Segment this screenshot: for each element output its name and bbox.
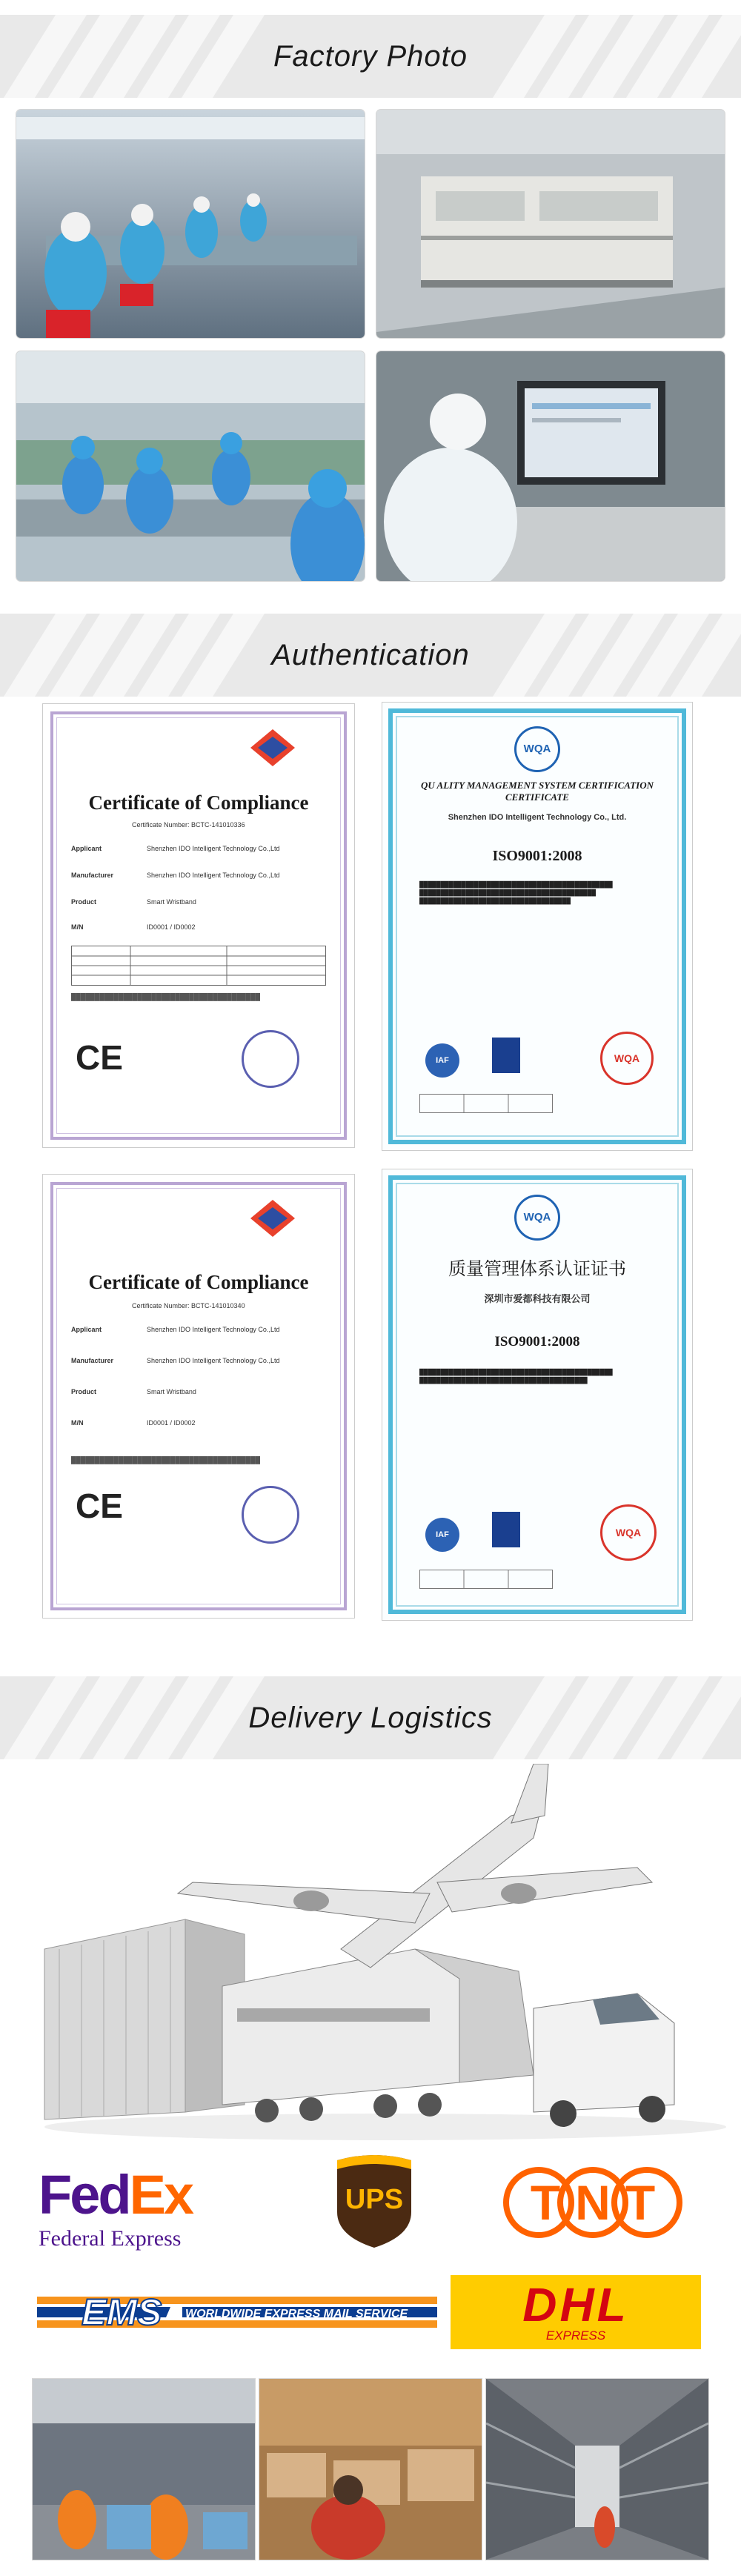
iaf-logo-icon-2: IAF — [425, 1518, 459, 1552]
wqa-logo-icon-2: WQA — [514, 1195, 560, 1241]
cert4-standard: ISO9001:2008 — [494, 1334, 580, 1350]
warehouse-photo-1 — [33, 2379, 255, 2560]
cert1-manufacturer: Shenzhen IDO Intelligent Technology Co.,Ltd — [147, 872, 280, 879]
cert3-manufacturer-label: Manufacturer — [71, 1357, 114, 1364]
section-title-factory: Factory Photo — [273, 40, 468, 73]
section-title-auth: Authentication — [271, 639, 470, 671]
fedex-subtitle: Federal Express — [39, 2226, 182, 2251]
cert1-product: Smart Wristband — [147, 898, 196, 906]
cert3-title: Certificate of Compliance — [88, 1271, 309, 1293]
factory-photo-workers — [16, 351, 365, 581]
fedex-ex-text: Ex — [129, 2164, 193, 2225]
dhl-subtitle: EXPRESS — [545, 2328, 606, 2343]
ce-certificate-2: Certificate of Compliance Certificate Number: BCTC-141010340 Applicant Shenzhen IDO Intelligent Technology Co.,Ltd Manufacturer Shenzhen IDO Intelligent Technology Co.,Ltd Product Smart Wristband M/N ID0001 / ID0002 ████████████████████████████████████████ CE — [43, 1175, 354, 1618]
cert1-title: Certificate of Compliance — [88, 791, 309, 814]
factory-banner — [0, 15, 741, 98]
cert2-red-seal: WQA — [600, 1032, 654, 1085]
section-title-delivery: Delivery Logistics — [248, 1702, 493, 1734]
cert1-applicant-label: Applicant — [71, 845, 102, 852]
fedex-fed-text: Fed — [39, 2164, 130, 2225]
cert1-product-label: Product — [71, 898, 97, 906]
ups-text: UPS — [345, 2184, 404, 2215]
cert3-mn: ID0001 / ID0002 — [147, 1419, 196, 1427]
auth-banner — [0, 614, 741, 697]
tnt-logo — [500, 2165, 685, 2240]
ems-logo — [37, 2286, 437, 2338]
cert3-number: Certificate Number: BCTC-141010340 — [132, 1302, 245, 1309]
cert1-applicant: Shenzhen IDO Intelligent Technology Co.,Ltd — [147, 845, 280, 852]
cert4-company: 深圳市爱都科技有限公司 — [484, 1294, 591, 1305]
cert3-mn-label: M/N — [71, 1419, 84, 1427]
cert3-product: Smart Wristband — [147, 1388, 196, 1395]
cert4-title: 质量管理体系认证证书 — [448, 1258, 626, 1279]
cert2-company: Shenzhen IDO Intelligent Technology Co., Ltd. — [448, 813, 627, 822]
cnas-logo-icon-2 — [492, 1512, 520, 1547]
cert3-stamp — [242, 1486, 299, 1544]
cert1-standards-table — [71, 946, 326, 986]
ce-certificate-1: Certificate of Compliance Certificate Number: BCTC-141010336 Applicant Shenzhen IDO Intelligent Technology Co.,Ltd Manufacturer Shenzhen IDO Intelligent Technology Co.,Ltd Product Smart Wristband M/N ID0001 / ID0002 ████████████████████████████████████████ CE — [43, 704, 354, 1147]
cert1-mn-label: M/N — [71, 923, 84, 931]
tnt-text: TNT — [530, 2175, 671, 2230]
bctc-logo-icon — [250, 729, 295, 766]
cert1-manufacturer-label: Manufacturer — [71, 872, 114, 879]
bctc-logo-icon-2 — [250, 1200, 295, 1237]
transport-illustration — [0, 1764, 741, 2149]
cert3-ce-mark: CE — [76, 1487, 123, 1525]
factory-photo-computer-station — [376, 351, 725, 581]
ems-text: EMS — [82, 2291, 162, 2333]
warehouse-photo-2 — [259, 2379, 482, 2560]
dhl-text: DHL — [522, 2278, 629, 2331]
wqa-logo-icon: WQA — [514, 726, 560, 772]
factory-photo-assembly-line — [16, 110, 365, 338]
cert2-standard: ISO9001:2008 — [492, 848, 582, 864]
iso-certificate-chinese: WQA 质量管理体系认证证书 深圳市爱都科技有限公司 ISO9001:2008 ██████████████████████████████████████████████ ████████████████████████████████████████ IAF WQA — [382, 1169, 692, 1620]
cert1-number: Certificate Number: BCTC-141010336 — [132, 821, 245, 829]
cert2-title: QU ALITY MANAGEMENT SYSTEM CERTIFICATION CERTIFICATE — [421, 780, 654, 803]
cert1-mn: ID0001 / ID0002 — [147, 923, 196, 931]
fedex-logo — [39, 2165, 283, 2262]
cert4-red-seal: WQA — [600, 1504, 657, 1561]
ems-subtitle: WORLDWIDE EXPRESS MAIL SERVICE — [185, 2308, 408, 2320]
cert3-manufacturer: Shenzhen IDO Intelligent Technology Co.,Ltd — [147, 1357, 280, 1364]
cert1-stamp — [242, 1030, 299, 1088]
dhl-logo — [451, 2275, 701, 2349]
cert1-ce-mark: CE — [76, 1038, 123, 1077]
factory-photo-machines — [376, 110, 725, 338]
iso-certificate-english: WQA QU ALITY MANAGEMENT SYSTEM CERTIFICATION CERTIFICATE Shenzhen IDO Intelligent Technology Co., Ltd. ISO9001:2008 ██████████████████████████████████████████████ ██████████████████████████████████████████ ████████████████████████████████████ IAF WQA — [382, 703, 692, 1150]
delivery-banner — [0, 1676, 741, 1759]
warehouse-photo-3 — [486, 2379, 708, 2560]
cert3-applicant: Shenzhen IDO Intelligent Technology Co.,Ltd — [147, 1326, 280, 1333]
cert3-product-label: Product — [71, 1388, 97, 1395]
iaf-logo-icon: IAF — [425, 1043, 459, 1078]
ups-logo — [333, 2153, 415, 2249]
cnas-logo-icon — [492, 1038, 520, 1073]
cert3-applicant-label: Applicant — [71, 1326, 102, 1333]
